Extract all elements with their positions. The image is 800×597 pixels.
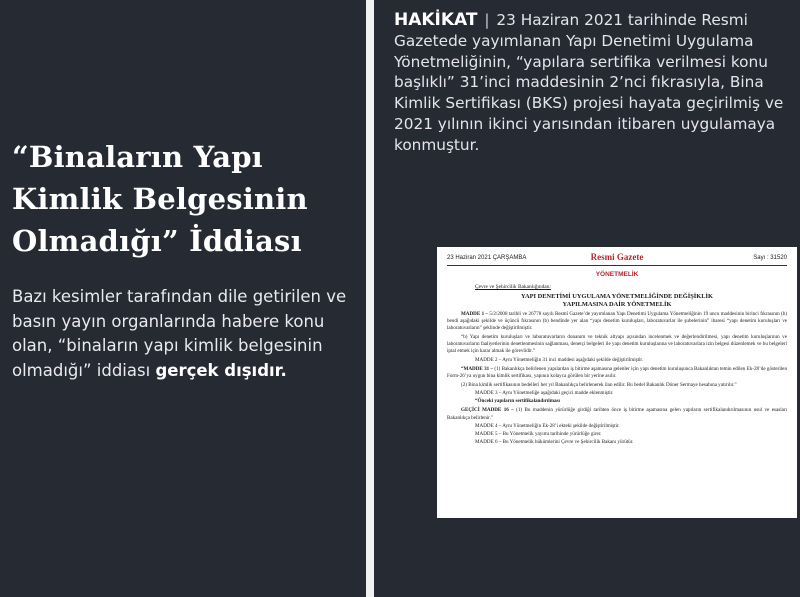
verdict-text-block bbox=[394, 10, 789, 156]
article-4: MADDE 4 – Aynı Yönetmeliğin Ek-28’i ekteki şekilde değiştirilmiştir. bbox=[475, 422, 620, 429]
article-31 bbox=[447, 366, 787, 380]
gazette-issue: Sayı : 31520 bbox=[753, 255, 787, 261]
article-31-2: (2) Bina kimlik sertifikasının bedelleri her yıl Bakanlıkça belirlenerek ilan edilir. Bu bedel Bakanlık Döner Sermaye hesabına yatırılır.” bbox=[461, 381, 737, 388]
panel-divider bbox=[366, 0, 374, 597]
gazette-section: YÖNETMELİK bbox=[595, 271, 639, 278]
resmi-gazete-document bbox=[437, 247, 797, 518]
gazette-date: 23 Haziran 2021 ÇARŞAMBA bbox=[447, 255, 527, 261]
verdict-separator: | bbox=[484, 11, 490, 29]
article-1-label: MADDE 1 – bbox=[461, 311, 489, 317]
article-1-b: “b) Yapı denetim kuruluşları ve laboratuvarların donanım ve teknik altyapı açısından incelenmek ve değerlendirilmesi, yapı denetim kuruluşlarının ve laboratuvarların faaliyetlerinin denetlenmesinin sağlanması, denetçi belgeleri ile yapı denetim kuruluşlarına ve laboratuvarlara izin belgesi düzenlemek ve bu belgeleri iptal etmek için karar almak ile görevlidir.” bbox=[447, 334, 787, 355]
article-3: MADDE 3 – Aynı Yönetmeliğe aşağıdaki geçici madde eklenmiştir. bbox=[475, 390, 614, 397]
temporary-article-16 bbox=[447, 407, 787, 421]
regulation-title bbox=[447, 293, 787, 309]
article-31-label: “MADDE 31 – bbox=[461, 365, 494, 372]
article-1-text: 5/2/2008 tarihli ve 26778 sayılı Resmî Gazete’de yayımlanan Yapı Denetimi Uygulama Yönetmeliğinin 19 uncu maddesinin birinci fıkrasının (b) bendi aşağıdaki şekilde ve üçüncü fıkrasının (b) bendinde yer alan “yapı denetim kuruluşları, laboratuvarlar ile şubelerinin” ibaresi “yapı denetim kuruluşları ve laboratuvarların” şeklinde değiştirilmiştir. bbox=[447, 311, 788, 332]
temporary-article-16-text: (1) Bu maddenin yürürlüğe girdiği tarihten önce iş bitirme aşamasına gelen yapıların sertifikalandırılmasının usul ve esasları Bakanlıkça belirlenir.” bbox=[447, 407, 787, 421]
claim-title: “Binaların Yapı Kimlik Belgesinin Olmadığı” İddiası bbox=[12, 140, 308, 258]
gazette-header bbox=[447, 253, 787, 266]
gazette-institution: Çevre ve Şehircilik Bakanlığından: bbox=[475, 284, 551, 290]
claim-verdict-bold: gerçek dışıdır. bbox=[155, 360, 287, 380]
article-2: MADDE 2 – Aynı Yönetmeliğin 31 inci maddesi aşağıdaki şekilde değiştirilmiştir. bbox=[475, 356, 644, 363]
article-3-heading bbox=[447, 398, 787, 405]
article-31-text: (1) Bakanlıkça belirlenen yapılardan iş bitirme aşamasına gelenler için yapı denetim kuruluşunca Bakanlıktan temin edilen Ek-28’de gösterilen Form-26’ya uygun bina kimlik sertifikası, yapının kolayca görülen bir yerine asılır. bbox=[447, 365, 787, 379]
article-6: MADDE 6 – Bu Yönetmelik hükümlerini Çevre ve Şehircilik Bakanı yürütür. bbox=[475, 439, 634, 446]
claim-panel bbox=[0, 0, 366, 597]
article-1 bbox=[447, 311, 787, 332]
claim-body-text: Bazı kesimler tarafından dile getirilen ve basın yayın organlarında habere konu olan, “binaların yapı kimlik belgesinin olmadığı” iddiası bbox=[12, 287, 347, 380]
regulation-title-line2: YAPILMASINA DAİR YÖNETMELİK bbox=[562, 301, 672, 308]
article-3-heading-text: “Önceki yapıların sertifikalandırılması bbox=[475, 398, 560, 405]
verdict-tag: HAKİKAT bbox=[394, 10, 478, 30]
gazette-masthead: Resmi Gazete bbox=[590, 252, 644, 262]
temporary-article-16-label: GEÇİCİ MADDE 16 – bbox=[461, 407, 514, 414]
verdict-text: 23 Haziran 2021 tarihinde Resmi Gazetede yayımlanan Yapı Denetimi Uygulama Yönetmeliğinin, “yapılara sertifika verilmesi konu başlıklı” 31’inci maddesinin 2’nci fıkrasıyla, Bina Kimlik Sertifikası (BKS) projesi hayata geçirilmiş ve 2021 yılının ikinci yarısından itibaren uygulamaya konmuştur. bbox=[394, 11, 784, 154]
claim-body bbox=[12, 285, 357, 383]
regulation-title-line1: YAPI DENETİMİ UYGULAMA YÖNETMELİĞİNDE DEĞİŞİKLİK bbox=[521, 293, 713, 300]
article-5: MADDE 5 – Bu Yönetmelik yayımı tarihinde yürürlüğe girer. bbox=[475, 430, 602, 437]
